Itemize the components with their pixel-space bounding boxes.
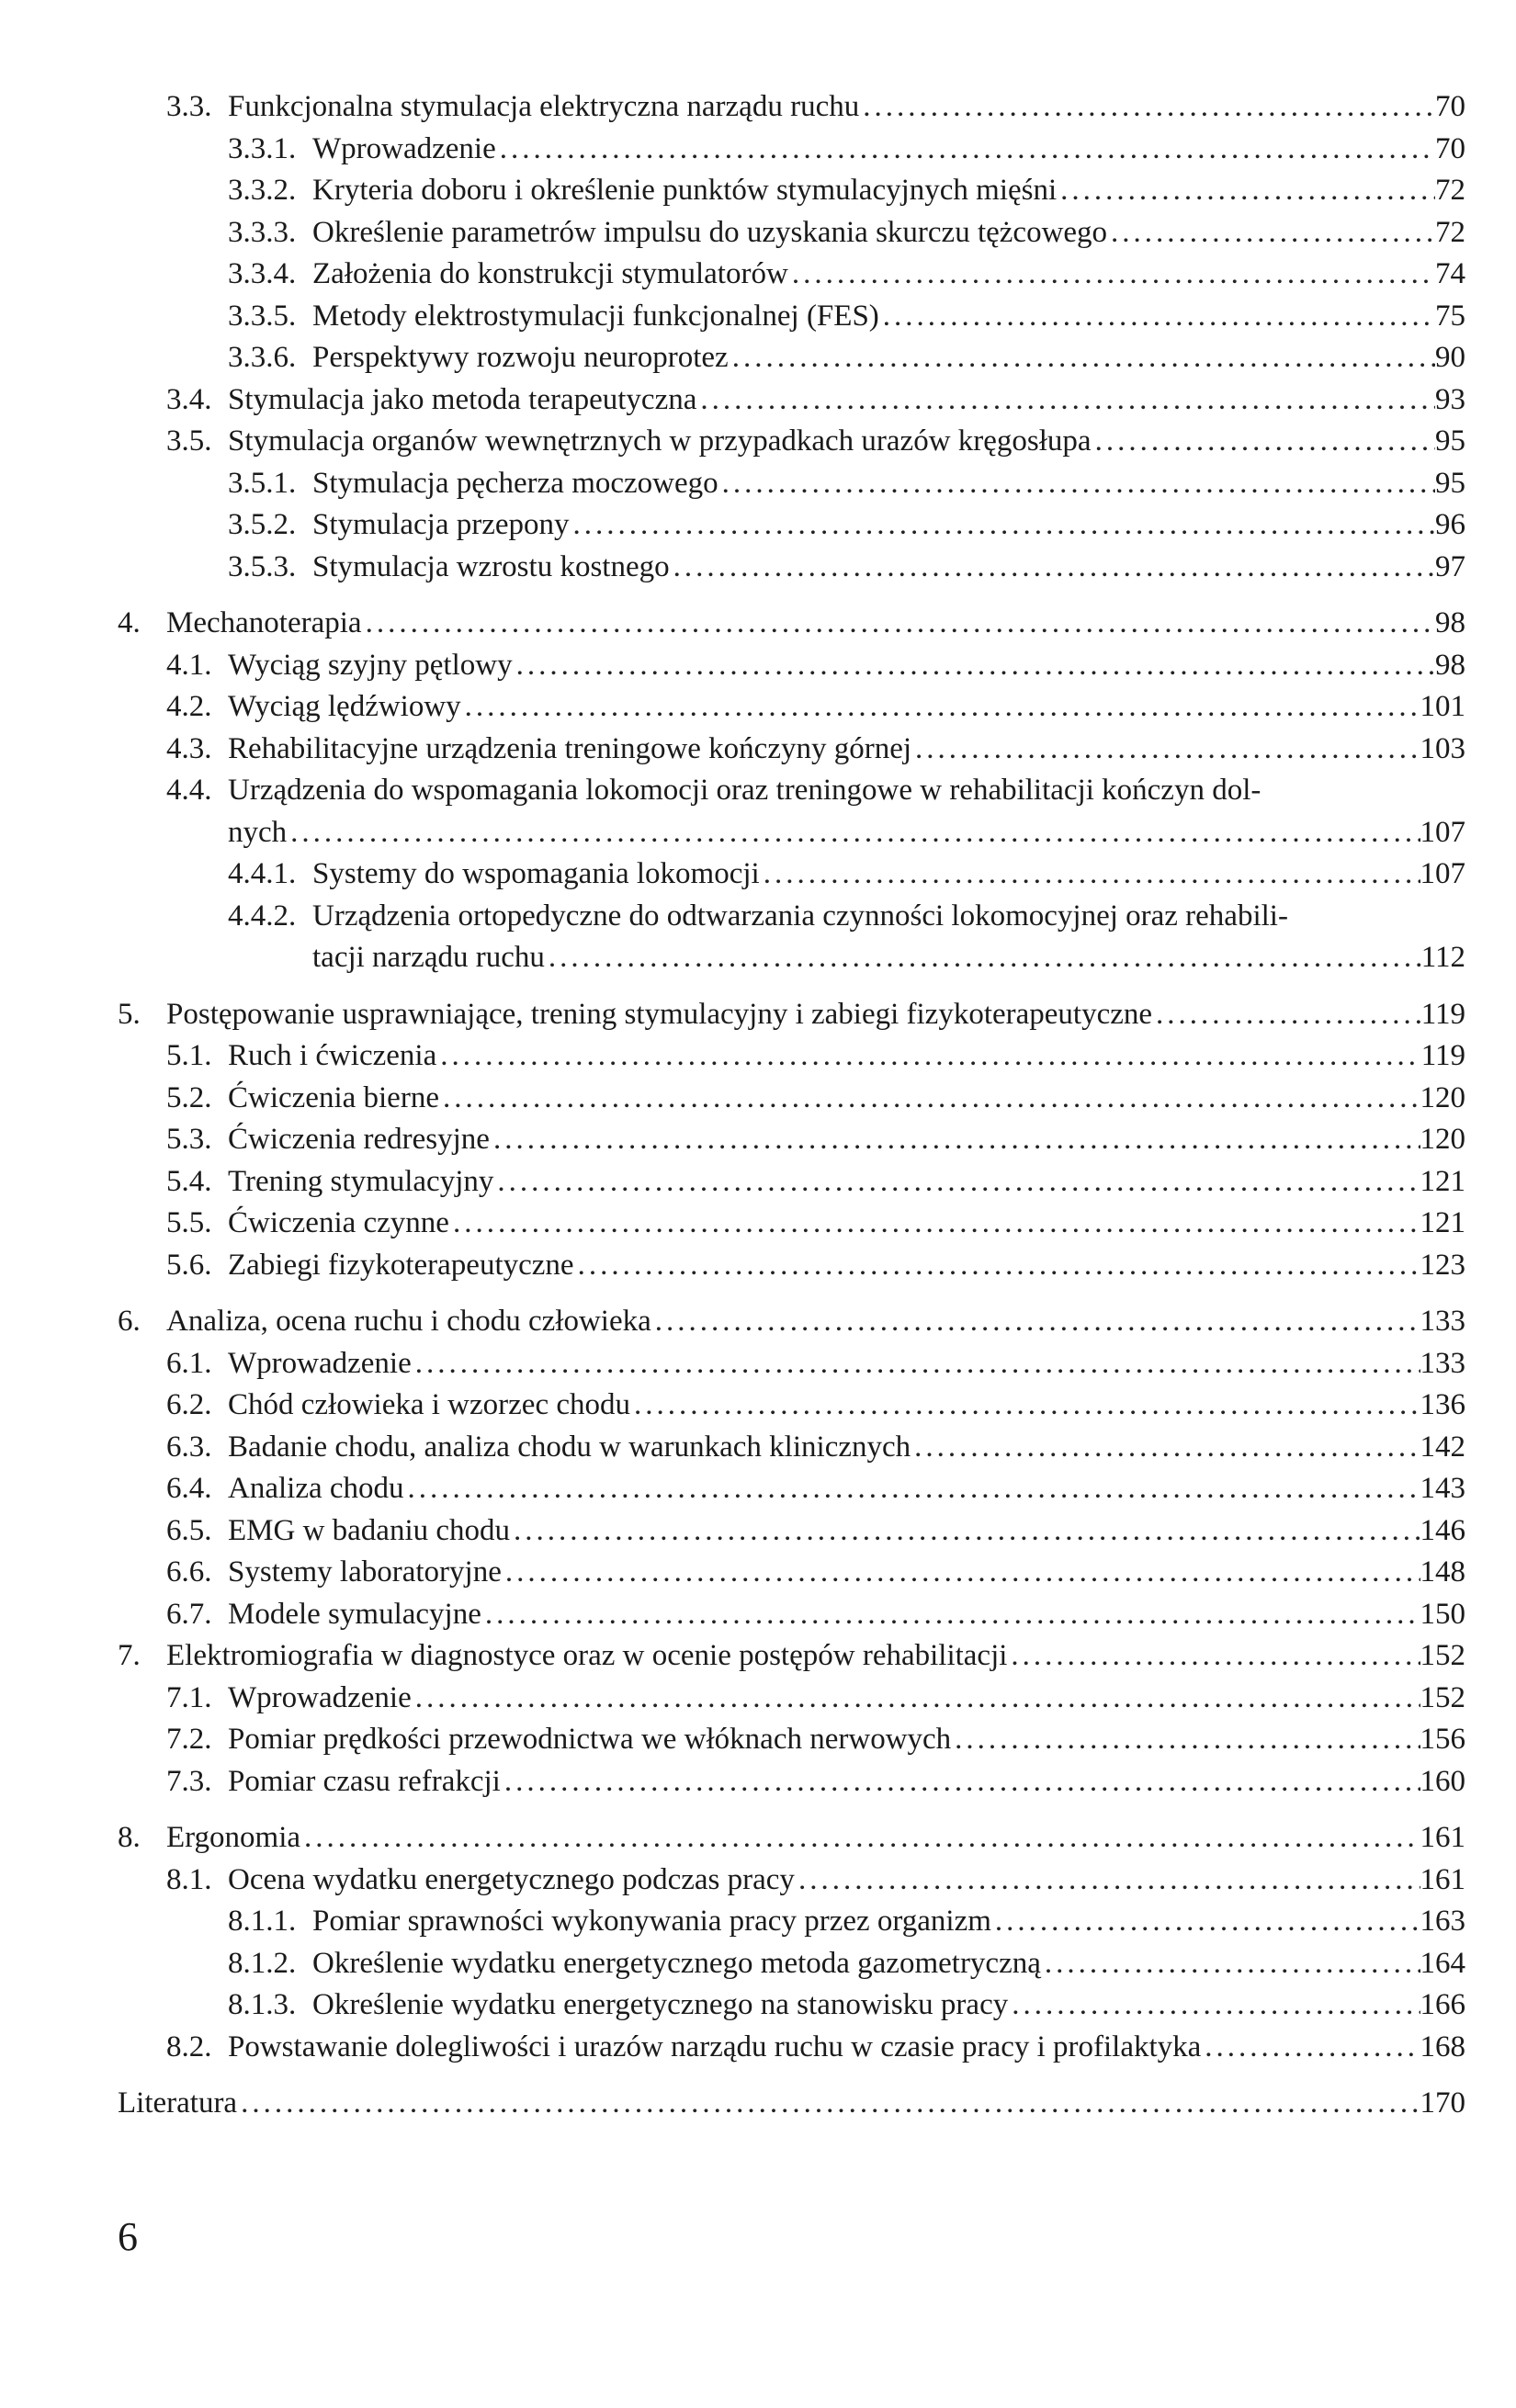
toc-page: 161: [1420, 1821, 1465, 1854]
toc-line: [228, 1761, 1465, 1803]
dot-leader: [795, 1860, 1420, 1902]
toc-number: 7.: [118, 1639, 141, 1672]
toc-page: 143: [1420, 1472, 1465, 1505]
toc-line: [228, 1719, 1465, 1761]
dot-leader: [1201, 2027, 1420, 2069]
dot-leader: [300, 1817, 1420, 1860]
toc-title: Metody elektrostymulacji funkcjonalnej (FES): [312, 299, 879, 333]
toc-line: [228, 1678, 1465, 1720]
dot-leader: [651, 1301, 1420, 1343]
toc-page: 103: [1420, 731, 1465, 765]
toc-line: [166, 994, 1465, 1036]
toc-title: Ocena wydatku energetycznego podczas pracy: [228, 1862, 795, 1896]
toc-page: 75: [1435, 299, 1465, 333]
toc-line: [312, 212, 1465, 254]
toc-title: Powstawanie dolegliwości i urazów narządu ruchu w czasie pracy i profilaktyka: [228, 2029, 1202, 2063]
toc-entry-3-3-4: [0, 254, 1516, 296]
toc-number: 7.2.: [166, 1723, 212, 1756]
toc-line: [228, 1594, 1465, 1636]
toc-entry-3-3-5: [0, 296, 1516, 338]
toc-entry-3-3: [0, 86, 1516, 129]
dot-leader: [501, 1761, 1420, 1803]
toc-page: 74: [1435, 257, 1465, 290]
toc-entry-4-4: [0, 770, 1516, 854]
toc-number: 4.4.2.: [228, 899, 297, 933]
dot-leader: [951, 1719, 1420, 1761]
toc-title: Ruch i ćwiczenia: [228, 1039, 437, 1072]
toc-line: [312, 170, 1465, 212]
toc-number: 3.5.1.: [228, 466, 297, 500]
dot-leader: [461, 686, 1420, 729]
toc-entry-7-3: [0, 1761, 1516, 1803]
toc-page: 72: [1435, 174, 1465, 207]
toc-page: 95: [1435, 466, 1465, 500]
toc-line: [228, 86, 1465, 129]
toc-title: Mechanoterapia: [166, 606, 362, 639]
toc-entry-8-1: [0, 1860, 1516, 1902]
toc-page: 142: [1420, 1430, 1465, 1464]
dot-leader: [449, 1203, 1420, 1245]
toc-number: 3.5.3.: [228, 549, 297, 583]
toc-entry-8-1-1: [0, 1901, 1516, 1943]
toc-page: 161: [1420, 1862, 1465, 1896]
toc-title: Perspektywy rozwoju neuroprotez: [312, 341, 729, 374]
toc-entry-8-2: [0, 2027, 1516, 2069]
toc-page: 107: [1420, 815, 1465, 849]
dot-leader: [574, 1245, 1420, 1287]
dot-leader: [1107, 212, 1435, 254]
toc-line: [228, 1343, 1465, 1385]
dot-leader: [412, 1678, 1420, 1720]
toc-entry-6-6: [0, 1552, 1516, 1594]
toc-number: 5.: [118, 997, 141, 1031]
toc-page: 98: [1435, 648, 1465, 682]
toc-title: Wprowadzenie: [312, 131, 496, 165]
toc-number: 8.1.2.: [228, 1946, 297, 1980]
toc-line: [312, 854, 1465, 896]
toc-number: 6.1.: [166, 1346, 212, 1380]
toc-entry-5-6: [0, 1245, 1516, 1287]
toc-entry-8-1-3: [0, 1984, 1516, 2027]
toc-line: [166, 1301, 1465, 1343]
toc-title: Rehabilitacyjne urządzenia treningowe kończyny górnej: [228, 731, 912, 765]
toc-line: [228, 1203, 1465, 1245]
toc-page: 120: [1420, 1123, 1465, 1156]
toc-title: Pomiar czasu refrakcji: [228, 1764, 501, 1798]
toc-title: Postępowanie usprawniające, trening stymulacyjny i zabiegi fizykoterapeutyczne: [166, 997, 1153, 1031]
toc-page: 170: [1420, 2086, 1465, 2120]
toc-page: 120: [1420, 1080, 1465, 1114]
dot-leader: [729, 337, 1435, 379]
toc-page: 97: [1435, 549, 1465, 583]
toc-entry-5-3: [0, 1119, 1516, 1161]
toc-page: 112: [1420, 941, 1465, 974]
toc-number: 3.4.: [166, 382, 212, 416]
dot-leader: [362, 603, 1435, 645]
toc-line: [312, 1901, 1465, 1943]
toc-number: 5.1.: [166, 1039, 212, 1072]
toc-number: 6.6.: [166, 1555, 212, 1588]
toc-page: 156: [1420, 1723, 1465, 1756]
toc-title: Urządzenia ortopedyczne do odtwarzania czynności lokomocyjnej oraz rehabili-: [312, 899, 1288, 933]
dot-leader: [1007, 1635, 1420, 1678]
toc-title-continued: tacji narządu ruchu: [312, 941, 545, 974]
toc-title: Określenie wydatku energetycznego na stanowisku pracy: [312, 1988, 1009, 2021]
dot-leader: [439, 1078, 1420, 1120]
toc-entry-6: [0, 1301, 1516, 1343]
dot-leader: [237, 2083, 1420, 2125]
toc-title: Kryteria doboru i określenie punktów stymulacyjnych mięśni: [312, 174, 1058, 207]
toc-title: Zabiegi fizykoterapeutyczne: [228, 1248, 574, 1282]
toc-page: 168: [1420, 2029, 1465, 2063]
toc-page: 70: [1435, 131, 1465, 165]
toc-title: Stymulacja wzrostu kostnego: [312, 549, 670, 583]
toc-line: [228, 1078, 1465, 1120]
dot-leader: [991, 1901, 1420, 1943]
toc-line: [228, 421, 1465, 463]
toc-title: Ćwiczenia bierne: [228, 1080, 439, 1114]
toc-title: Ergonomia: [166, 1821, 301, 1854]
dot-leader: [630, 1385, 1420, 1427]
toc-entry-4-3: [0, 729, 1516, 771]
toc-entry-8-1-2: [0, 1943, 1516, 1985]
toc-title: Modele symulacyjne: [228, 1597, 481, 1631]
dot-leader: [510, 1510, 1420, 1553]
toc-line: [312, 504, 1465, 547]
toc-line: [228, 1035, 1465, 1078]
toc-page: 150: [1420, 1597, 1465, 1631]
toc-page: 98: [1435, 606, 1465, 639]
toc-number: 8.2.: [166, 2029, 212, 2063]
toc-title: Chód człowieka i wzorzec chodu: [228, 1388, 630, 1421]
toc-number: 4.1.: [166, 648, 212, 682]
dot-leader: [404, 1468, 1420, 1510]
toc-line: [312, 547, 1465, 589]
toc-number: 8.1.3.: [228, 1988, 297, 2021]
toc-title: Urządzenia do wspomagania lokomocji oraz treningowe w rehabilitacji kończyn dol-: [228, 774, 1261, 807]
toc-title: Trening stymulacyjny: [228, 1164, 494, 1198]
toc-number: 6.5.: [166, 1513, 212, 1547]
toc-page: 90: [1435, 341, 1465, 374]
toc-entry-3-5-1: [0, 463, 1516, 505]
toc-line: [312, 296, 1465, 338]
toc-page: 121: [1420, 1206, 1465, 1239]
toc-entry-5: [0, 994, 1516, 1036]
toc-line: [228, 812, 1465, 854]
toc-entry-6-4: [0, 1468, 1516, 1510]
toc-title: Analiza chodu: [228, 1472, 404, 1505]
toc-line: [312, 129, 1465, 171]
toc-entry-5-2: [0, 1078, 1516, 1120]
toc-page: 152: [1420, 1680, 1465, 1714]
toc-title: Wyciąg lędźwiowy: [228, 690, 461, 723]
toc-title: Literatura: [118, 2086, 238, 2120]
toc-entry-4-4-2: [0, 896, 1516, 979]
toc-number: 6.4.: [166, 1472, 212, 1505]
toc-line: [312, 337, 1465, 379]
toc-title: Stymulacja organów wewnętrznych w przypadkach urazów kręgosłupa: [228, 424, 1092, 458]
toc-line: [228, 645, 1465, 687]
dot-leader: [1057, 170, 1435, 212]
toc-number: 3.3.2.: [228, 174, 297, 207]
toc-line: [228, 1161, 1465, 1204]
toc-line: [228, 1552, 1465, 1594]
toc-number: 3.5.2.: [228, 508, 297, 541]
dot-leader: [1152, 994, 1421, 1036]
toc-title: Założenia do konstrukcji stymulatorów: [312, 257, 788, 290]
dot-leader: [496, 129, 1435, 171]
toc-page: 136: [1420, 1388, 1465, 1421]
toc-page: 164: [1420, 1946, 1465, 1980]
toc-number: 4.4.1.: [228, 857, 297, 890]
dot-leader: [287, 812, 1420, 854]
toc-entry-3-3-2: [0, 170, 1516, 212]
toc-line: [228, 1119, 1465, 1161]
toc-entry-3-5-3: [0, 547, 1516, 589]
toc-entry-7: [0, 1635, 1516, 1678]
toc-number: 8.1.: [166, 1862, 212, 1896]
toc-number: 8.: [118, 1821, 141, 1854]
dot-leader: [696, 379, 1435, 422]
dot-leader: [1092, 421, 1435, 463]
toc-page: 166: [1420, 1988, 1465, 2021]
toc-entry-6-3: [0, 1427, 1516, 1469]
toc-number: 5.6.: [166, 1248, 212, 1282]
toc-entry-4-2: [0, 686, 1516, 729]
dot-leader: [436, 1035, 1420, 1078]
dot-leader: [879, 296, 1435, 338]
toc-title: Wprowadzenie: [228, 1346, 412, 1380]
toc-number: 6.: [118, 1305, 141, 1338]
toc-number: 3.5.: [166, 424, 212, 458]
toc-number: 5.5.: [166, 1206, 212, 1239]
toc-number: 7.1.: [166, 1680, 212, 1714]
toc-page: 148: [1420, 1555, 1465, 1588]
table-of-contents: [0, 86, 1516, 2125]
toc-title: Ćwiczenia redresyjne: [228, 1123, 490, 1156]
toc-title: Systemy laboratoryjne: [228, 1555, 502, 1588]
toc-line: [228, 1427, 1465, 1469]
toc-number: 6.7.: [166, 1597, 212, 1631]
toc-line: [166, 603, 1465, 645]
dot-leader: [490, 1119, 1420, 1161]
toc-title: Pomiar sprawności wykonywania pracy przez organizm: [312, 1905, 991, 1938]
toc-entry-8: [0, 1817, 1516, 1860]
toc-page: 107: [1420, 857, 1465, 890]
toc-line: [228, 1468, 1465, 1510]
toc-number: 3.3.6.: [228, 341, 297, 374]
toc-title: Określenie parametrów impulsu do uzyskania skurczu tężcowego: [312, 215, 1108, 249]
dot-leader: [493, 1161, 1420, 1204]
toc-page: 72: [1435, 215, 1465, 249]
toc-title: Określenie wydatku energetycznego metoda gazometryczną: [312, 1946, 1041, 1980]
dot-leader: [670, 547, 1435, 589]
toc-number: 7.3.: [166, 1764, 212, 1798]
toc-title: Analiza, ocena ruchu i chodu człowieka: [166, 1305, 651, 1338]
toc-line: [228, 2027, 1465, 2069]
toc-number: 5.2.: [166, 1080, 212, 1114]
toc-page: 95: [1435, 424, 1465, 458]
toc-number: 5.4.: [166, 1164, 212, 1198]
toc-entry-3-5: [0, 421, 1516, 463]
toc-entry-5-1: [0, 1035, 1516, 1078]
dot-leader: [859, 86, 1435, 129]
dot-leader: [718, 463, 1435, 505]
toc-entry-4: [0, 603, 1516, 645]
toc-line: [312, 1943, 1465, 1985]
toc-number: 4.2.: [166, 690, 212, 723]
dot-leader: [502, 1552, 1420, 1594]
toc-page: 133: [1420, 1346, 1465, 1380]
toc-number: 6.3.: [166, 1430, 212, 1464]
toc-title: Pomiar prędkości przewodnictwa we włóknach nerwowych: [228, 1723, 952, 1756]
toc-number: 3.3.: [166, 90, 212, 123]
dot-leader: [1041, 1943, 1420, 1985]
toc-page: 119: [1420, 997, 1465, 1031]
toc-title-continued: nych: [228, 815, 288, 849]
toc-title: Elektromiografia w diagnostyce oraz w ocenie postępów rehabilitacji: [166, 1639, 1008, 1672]
dot-leader: [412, 1343, 1420, 1385]
toc-line: [166, 1817, 1465, 1860]
toc-entry-3-4: [0, 379, 1516, 422]
toc-line: [118, 2083, 1465, 2125]
toc-title: Stymulacja przepony: [312, 508, 570, 541]
toc-line: [228, 1385, 1465, 1427]
toc-entry-4-1: [0, 645, 1516, 687]
toc-entry-5-5: [0, 1203, 1516, 1245]
toc-page: 93: [1435, 382, 1465, 416]
toc-page: 101: [1420, 690, 1465, 723]
toc-number: 8.1.1.: [228, 1905, 297, 1938]
toc-line: [228, 1245, 1465, 1287]
toc-entry-6-7: [0, 1594, 1516, 1636]
toc-line: [228, 729, 1465, 771]
toc-page: 70: [1435, 90, 1465, 123]
toc-page: 123: [1420, 1248, 1465, 1282]
toc-entry-6-1: [0, 1343, 1516, 1385]
toc-page: 121: [1420, 1164, 1465, 1198]
toc-title: EMG w badaniu chodu: [228, 1513, 511, 1547]
toc-page: 146: [1420, 1513, 1465, 1547]
toc-entry-3-3-3: [0, 212, 1516, 254]
toc-number: 4.4.: [166, 774, 212, 807]
toc-line: [166, 1635, 1465, 1678]
toc-entry-7-2: [0, 1719, 1516, 1761]
toc-number: 4.: [118, 606, 141, 639]
toc-page: 152: [1420, 1639, 1465, 1672]
dot-leader: [760, 854, 1420, 896]
toc-line: [228, 686, 1465, 729]
toc-entry-6-5: [0, 1510, 1516, 1553]
toc-line: [228, 1860, 1465, 1902]
toc-entry-6-2: [0, 1385, 1516, 1427]
toc-number: 3.3.4.: [228, 257, 297, 290]
toc-page: 133: [1420, 1305, 1465, 1338]
dot-leader: [545, 937, 1421, 979]
dot-leader: [911, 1427, 1420, 1469]
toc-number: 5.3.: [166, 1123, 212, 1156]
toc-title: Wyciąg szyjny pętlowy: [228, 648, 513, 682]
toc-line: [312, 254, 1465, 296]
toc-page: 119: [1420, 1039, 1465, 1072]
toc-entry-5-4: [0, 1161, 1516, 1204]
toc-number: 3.3.1.: [228, 131, 297, 165]
dot-leader: [570, 504, 1435, 547]
toc-number: 6.2.: [166, 1388, 212, 1421]
toc-page: 160: [1420, 1764, 1465, 1798]
toc-title: Stymulacja jako metoda terapeutyczna: [228, 382, 697, 416]
toc-line: [312, 463, 1465, 505]
toc-title: Ćwiczenia czynne: [228, 1206, 449, 1239]
toc-entry-3-3-6: [0, 337, 1516, 379]
dot-leader: [481, 1594, 1420, 1636]
toc-number: 4.3.: [166, 731, 212, 765]
toc-title: Badanie chodu, analiza chodu w warunkach klinicznych: [228, 1430, 911, 1464]
page-number: 6: [118, 2214, 138, 2259]
toc-number: 3.3.5.: [228, 299, 297, 333]
toc-entry-3-5-2: [0, 504, 1516, 547]
dot-leader: [911, 729, 1420, 771]
toc-line: [312, 1984, 1465, 2027]
toc-title: Funkcjonalna stymulacja elektryczna narządu ruchu: [228, 90, 860, 123]
toc-number: 3.3.3.: [228, 215, 297, 249]
toc-line: [228, 1510, 1465, 1553]
toc-entry-3-3-1: [0, 129, 1516, 171]
dot-leader: [788, 254, 1435, 296]
toc-title: Stymulacja pęcherza moczowego: [312, 466, 718, 500]
toc-title: Systemy do wspomagania lokomocji: [312, 857, 760, 890]
toc-entry-4-4-1: [0, 854, 1516, 896]
toc-page: 163: [1420, 1905, 1465, 1938]
toc-line: [312, 937, 1465, 979]
dot-leader: [513, 645, 1435, 687]
toc-page: 96: [1435, 508, 1465, 541]
toc-entry-7-1: [0, 1678, 1516, 1720]
dot-leader: [1008, 1984, 1420, 2027]
toc-line: [228, 379, 1465, 422]
toc-entry-literatura: [0, 2083, 1516, 2125]
toc-title: Wprowadzenie: [228, 1680, 412, 1714]
